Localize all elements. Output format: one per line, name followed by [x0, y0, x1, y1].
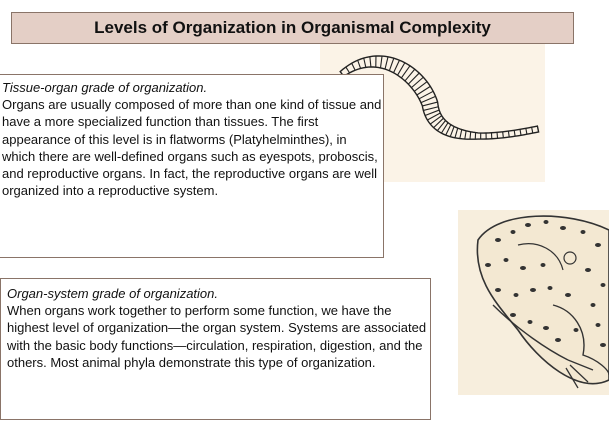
slide-title-bar [11, 12, 574, 44]
worm-segment [497, 132, 498, 138]
section-body: When organs work together to perform some function, we have the highest level of organization—the organ system. Systems are associated with the basic body functions—circulation, respiration, digestion, and the others. Most animal phyla demonstrate this type of organization. [7, 303, 427, 370]
worm-segment [385, 57, 388, 69]
slide-title: Levels of Organization in Organismal Complexity [94, 18, 491, 37]
worm-segment [503, 132, 504, 138]
worm-segment [470, 132, 471, 139]
worm-segment [370, 57, 371, 67]
worm-segment [346, 67, 350, 73]
worm-segment [398, 63, 405, 75]
section-heading: Tissue-organ grade of organization. [2, 80, 208, 95]
section-body: Organs are usually composed of more than one kind of tissue and have a more specialized function than tissues. The first appearance of this level is in flatworms (Platyhelminthes), in which there are well-defined organs such as eyespots, proboscis, and reproductive organs. In fact, the reproductive organs are well organized into a reproductive system. [2, 97, 382, 199]
worm-segment [465, 131, 466, 139]
worm-segment [446, 125, 451, 135]
worm-segment [508, 131, 509, 137]
section-heading: Organ-system grade of organization. [7, 286, 218, 301]
worm-segment [389, 58, 393, 71]
worm-segment [423, 107, 438, 111]
organ-system-text-box [0, 278, 431, 420]
worm-segment [455, 128, 458, 138]
worm-segment [526, 128, 527, 134]
worm-segment [460, 130, 462, 139]
worm-segment [520, 129, 521, 135]
frog-illustration [458, 210, 609, 395]
worm-segment [532, 127, 533, 133]
worm-segment [358, 60, 361, 68]
worm-segment [450, 126, 454, 136]
worm-segment [434, 118, 444, 127]
worm-segment [514, 130, 515, 136]
worm-segment [352, 63, 355, 70]
worm-segment [422, 102, 437, 106]
worm-segment [421, 96, 436, 102]
worm-segment [364, 58, 366, 67]
tissue-organ-text-box [0, 74, 384, 258]
worm-segment [394, 60, 400, 73]
worm-segment [380, 56, 382, 68]
